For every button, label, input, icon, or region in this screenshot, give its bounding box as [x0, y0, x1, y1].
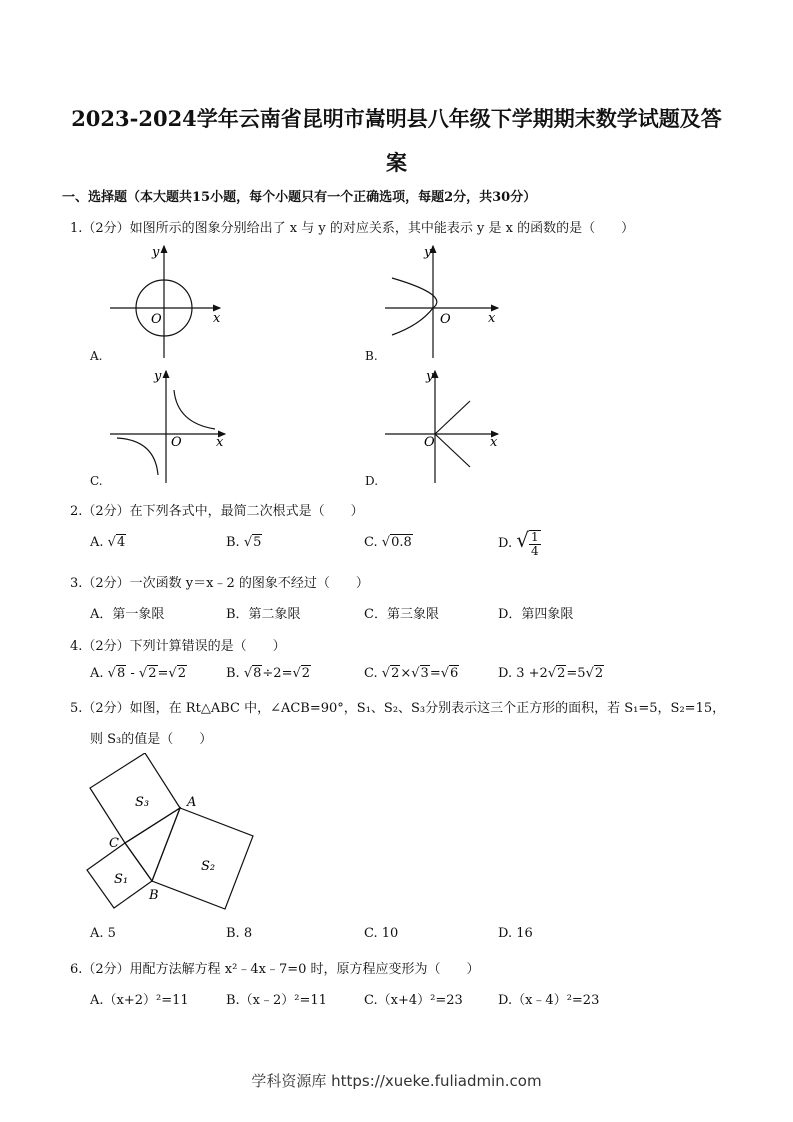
x-axis-label: x — [216, 435, 224, 450]
y-axis-label: y — [152, 245, 160, 260]
q4-option-d: D. 3 +2√2=5√2 — [498, 666, 604, 681]
x-axis-label: x — [490, 435, 498, 450]
origin-label: O — [171, 435, 182, 450]
x-axis-label: x — [213, 311, 221, 326]
y-axis-label: y — [424, 245, 432, 260]
question-5-stem-continued: 则 S₃的值是（ ） — [90, 732, 213, 747]
q3-option-c: C．第三象限 — [364, 607, 439, 622]
page-title: 2023-2024学年云南省昆明市嵩明县八年级下学期期末数学试题及答 — [71, 106, 722, 131]
q2-option-d: D. √ $\frac{1}{4}$ — [498, 528, 539, 558]
q2-option-c: C. √0.8 — [364, 535, 412, 550]
graph-c-label: C. — [90, 474, 103, 488]
section-heading: 一、选择题（本大题共15小题，每个小题只有一个正确选项，每题2分，共30分） — [62, 190, 537, 205]
q3-option-b: B．第二象限 — [226, 607, 301, 622]
question-4-stem: 4.（2分）下列计算错误的是（ ） — [70, 639, 286, 654]
q2-option-b: B. √5 — [226, 535, 262, 550]
q4-option-c: C. √2×√3=√6 — [364, 666, 459, 681]
question-5-stem: 5.（2分）如图，在 Rt△ABC 中，∠ACB=90°，S₁、S₂、S₃分别表示这三个正方形的面积，若 S₁=5，S₂=15， — [70, 701, 726, 716]
q5-option-d: D. 16 — [498, 926, 533, 941]
graph-d-label: D. — [365, 474, 379, 488]
footer-watermark[interactable]: 学科资源库 https://xueke.fuliadmin.com — [251, 1072, 542, 1090]
s2-label: S₂ — [201, 859, 216, 874]
graph-b — [380, 240, 510, 360]
y-axis-label: y — [426, 369, 434, 384]
q3-option-d: D．第四象限 — [498, 607, 574, 622]
graph-a-label: A. — [90, 349, 103, 363]
graph-b-label: B. — [365, 349, 378, 363]
q5-option-c: C. 10 — [364, 926, 399, 941]
q6-option-c: C.（x+4）²=23 — [364, 993, 463, 1008]
q6-option-a: A.（x+2）²=11 — [90, 993, 189, 1008]
graph-d — [380, 365, 510, 485]
pythagoras-squares-figure — [85, 753, 270, 918]
graph-a — [105, 240, 235, 360]
vertex-a-label: A — [187, 795, 197, 810]
origin-label: O — [440, 312, 451, 327]
question-6-stem: 6.（2分）用配方法解方程 x²﹣4x﹣7=0 时，原方程应变形为（ ） — [70, 962, 480, 977]
question-3-stem: 3.（2分）一次函数 y＝x﹣2 的图象不经过（ ） — [70, 576, 369, 591]
q5-option-b: B. 8 — [226, 926, 253, 941]
s1-label: S₁ — [114, 872, 129, 887]
q3-option-a: A．第一象限 — [90, 607, 165, 622]
page-title-continued: 案 — [386, 150, 407, 175]
q4-option-b: B. √8÷2=√2 — [226, 666, 311, 681]
origin-label: O — [151, 312, 162, 327]
q6-option-d: D.（x﹣4）²=23 — [498, 993, 600, 1008]
y-axis-label: y — [154, 369, 162, 384]
vertex-b-label: B — [149, 888, 159, 903]
origin-label: O — [424, 435, 435, 450]
question-1-stem: 1.（2分）如图所示的图象分别给出了 x 与 y 的对应关系，其中能表示 y 是 x 的函数的是（ ） — [70, 221, 635, 236]
question-2-stem: 2.（2分）在下列各式中，最简二次根式是（ ） — [70, 504, 364, 519]
vertex-c-label: C — [109, 836, 119, 851]
graph-c — [105, 365, 235, 485]
x-axis-label: x — [488, 311, 496, 326]
q6-option-b: B.（x﹣2）²=11 — [226, 993, 327, 1008]
q2-option-a: A. √4 — [90, 535, 126, 550]
s3-label: S₃ — [135, 795, 150, 810]
q4-option-a: A. √8 - √2=√2 — [90, 666, 186, 681]
q5-option-a: A. 5 — [90, 926, 116, 941]
